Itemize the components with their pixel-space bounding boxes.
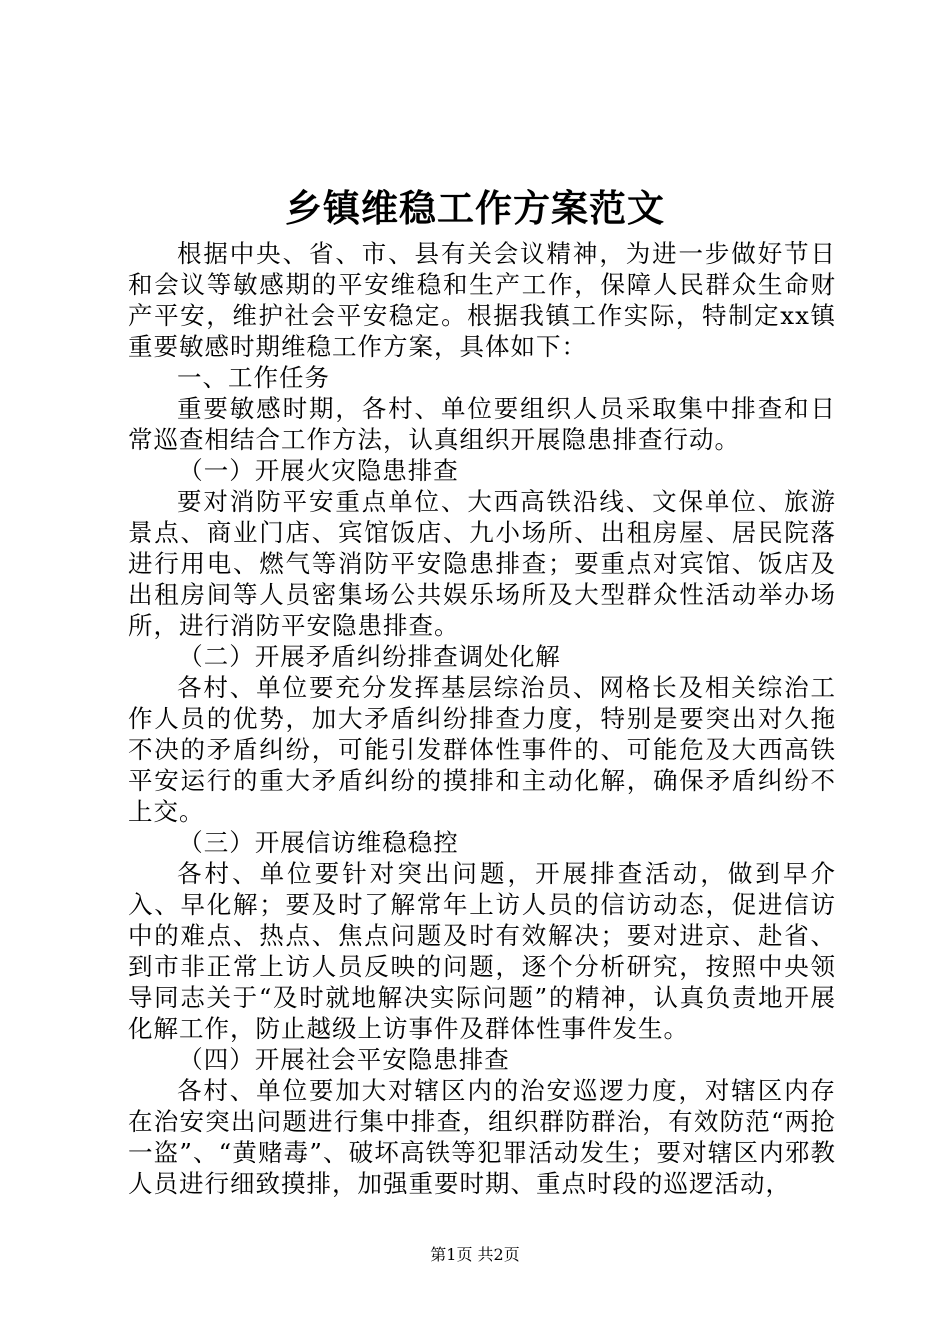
subheading-dispute-resolution: （二）开展矛盾纠纷排查调处化解	[178, 642, 561, 671]
fire-hazard-paragraph: 要对消防平安重点单位、大西高铁沿线、文保单位、旅游景点、商业门店、宾馆饭店、九小场所、出租房屋、居民院落进行用电、燃气等消防平安隐患排查；要重点对宾馆、饭店及出租房间等人员密集场公共娱乐场所及大型群众性活动举办场所，进行消防平安隐患排查。	[128, 487, 836, 640]
tasks-paragraph: 重要敏感时期，各村、单位要组织人员采取集中排查和日常巡查相结合工作方法，认真组织开展隐患排查行动。	[128, 394, 836, 454]
page-footer: 第1页 共2页	[430, 1245, 520, 1264]
subheading-petition-stability: （三）开展信访维稳稳控	[178, 828, 459, 857]
subheading-fire-hazard: （一）开展火灾隐患排查	[178, 456, 459, 485]
intro-paragraph: 根据中央、省、市、县有关会议精神，为进一步做好节日和会议等敏感期的平安维稳和生产工作，保障人民群众生命财产平安，维护社会平安稳定。根据我镇工作实际，特制定xx镇重要敏感时期维稳工作方案，具体如下：	[128, 239, 836, 361]
social-safety-paragraph: 各村、单位要加大对辖区内的治安巡逻力度，对辖区内存在治安突出问题进行集中排查，组织群防群治，有效防范“两抢一盗”、“黄赌毒”、破坏高铁等犯罪活动发生；要对辖区内邪教人员进行细致摸排，加强重要时期、重点时段的巡逻活动，	[128, 1076, 836, 1198]
dispute-resolution-paragraph: 各村、单位要充分发挥基层综治员、网格长及相关综治工作人员的优势，加大矛盾纠纷排查力度，特别是要突出对久拖不决的矛盾纠纷，可能引发群体性事件的、可能危及大西高铁平安运行的重大矛盾纠纷的摸排和主动化解，确保矛盾纠纷不上交。	[128, 673, 836, 826]
document-body	[128, 238, 836, 1199]
petition-stability-paragraph: 各村、单位要针对突出问题，开展排查活动，做到早介入、早化解；要及时了解常年上访人员的信访动态，促进信访中的难点、热点、焦点问题及时有效解决；要对进京、赴省、到市非正常上访人员反映的问题，逐个分析研究，按照中央领导同志关于“及时就地解决实际问题”的精神，认真负责地开展化解工作，防止越级上访事件及群体性事件发生。	[128, 859, 836, 1043]
subheading-social-safety: （四）开展社会平安隐患排查	[178, 1045, 510, 1074]
document-title: 乡镇维稳工作方案范文	[285, 187, 665, 230]
section-heading-tasks: 一、工作任务	[177, 363, 330, 392]
